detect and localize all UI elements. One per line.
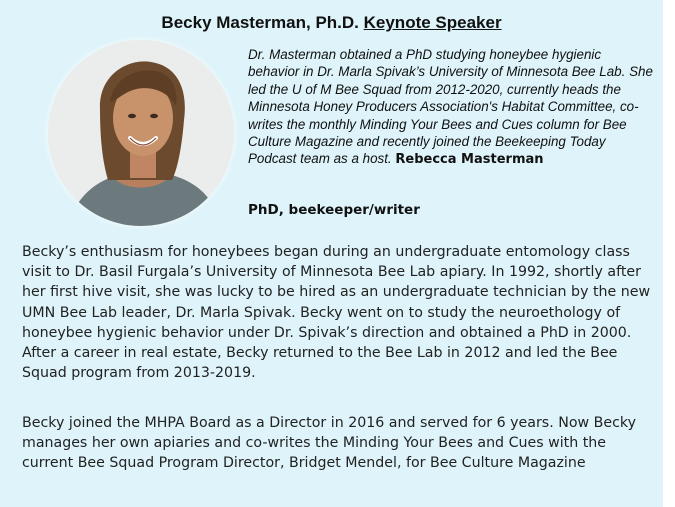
speaker-photo	[48, 40, 234, 226]
bio-paragraph-1: Becky’s enthusiasm for honeybees began during an undergraduate entomology class visit to Dr. Basil Furgala’s University of Minnesota Bee Lab apiary. In 1992, shortly after her first hive visit, she was lucky to be hired as an undergraduate technician by the new UMN Bee Lab leader, Dr. Marla Spivak. Becky went on to study the neuroethology of honeybee hygienic behavior under Dr. Spivak’s direction and obtained a PhD in 2000. After a career in real estate, Becky returned to the Bee Lab in 2012 and led the Bee Squad program from 2013-2019.	[22, 244, 651, 382]
credentials: PhD, beekeeper/writer	[248, 202, 420, 218]
speaker-name: Becky Masterman, Ph.D.	[161, 13, 359, 32]
portrait-photo-icon	[48, 40, 234, 226]
speaker-heading	[0, 13, 663, 33]
signature-name: Rebecca Masterman	[395, 152, 544, 168]
intro-text	[248, 46, 653, 169]
bio-paragraph-2: Becky joined the MHPA Board as a Director in 2016 and served for 6 years. Now Becky manages her own apiaries and co-writes the Minding Your Bees and Cues with the current Bee Squad Program Director, Bridget Mendel, for Bee Culture Magazine	[22, 415, 636, 472]
speaker-role: Keynote Speaker	[363, 13, 502, 32]
intro-bio: Dr. Masterman obtained a PhD studying honeybee hygienic behavior in Dr. Marla Spivak’s University of Minnesota Bee Lab. She led the U of M Bee Squad from 2012-2020, currently heads the Minnesota Honey Producers Association's Habitat Committee, co-writes the monthly Minding Your Bees and Cues column for Bee Culture Magazine and recently joined the Beekeeping Today Podcast team as a host.	[248, 47, 653, 167]
